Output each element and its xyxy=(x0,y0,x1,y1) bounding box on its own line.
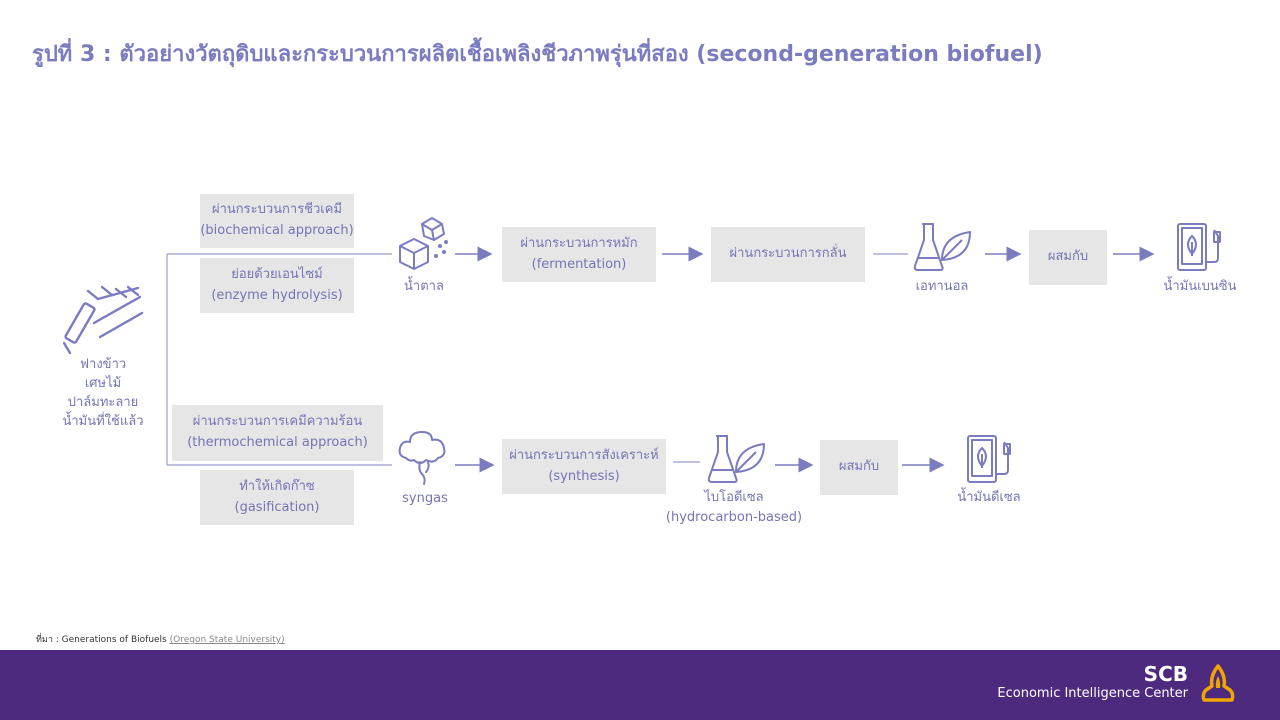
feedstock-icon xyxy=(58,283,148,359)
biodiesel-th: ไบโอดีเซล xyxy=(704,490,764,505)
diesel-label: น้ำมันดีเซล xyxy=(957,490,1021,505)
flask-leaf-icon-bottom xyxy=(706,434,768,488)
feedstock-used-oil: น้ำมันที่ใช้แล้ว xyxy=(62,413,144,429)
enzyme-hydrolysis-th: ย่อยด้วยเอนไซม์ xyxy=(231,266,323,282)
gasification-th: ทำให้เกิดก๊าซ xyxy=(239,478,315,494)
gasification-en: (gasification) xyxy=(234,499,320,515)
sugar-cube-icon xyxy=(396,216,452,274)
blend-box-top xyxy=(1029,230,1107,285)
gasoline-label: น้ำมันเบนซิน xyxy=(1163,279,1237,294)
footer-bar xyxy=(0,650,1280,720)
feedstock-wood-chips: เศษไม้ xyxy=(84,375,122,391)
feedstock-label xyxy=(58,356,148,431)
syngas-label: syngas xyxy=(402,491,448,506)
biochemical-approach-box xyxy=(200,194,354,248)
feedstock-palm-bunch: ปาล์มทะลาย xyxy=(67,394,139,410)
synthesis-box xyxy=(502,439,666,494)
biodiesel-en: (hydrocarbon-based) xyxy=(665,510,803,526)
thermochemical-approach-th: ผ่านกระบวนการเคมีความร้อน xyxy=(192,414,363,430)
source-link[interactable]: (Oregon State University) xyxy=(169,635,285,645)
sugar-label: น้ำตาล xyxy=(404,279,444,294)
fermentation-box xyxy=(502,227,656,282)
scb-logo-icon xyxy=(1200,664,1236,708)
thermochemical-approach-en: (thermochemical approach) xyxy=(187,435,368,450)
blend-box-bottom xyxy=(820,440,898,495)
source-prefix: ที่มา : Generations of Biofuels xyxy=(36,635,167,645)
cloud-smoke-icon xyxy=(396,428,450,490)
biochemical-approach-en: (biochemical approach) xyxy=(200,223,354,238)
footer-brand: SCB xyxy=(1143,662,1188,686)
blend-bottom-text: ผสมกับ xyxy=(838,459,880,475)
synthesis-th: ผ่านกระบวนการสังเคราะห์ xyxy=(509,447,659,463)
source-note xyxy=(36,632,285,646)
biochemical-approach-th: ผ่านกระบวนการชีวเคมี xyxy=(211,202,343,218)
fermentation-en: (fermentation) xyxy=(531,256,627,272)
biodiesel-label xyxy=(660,488,808,528)
enzyme-hydrolysis-en: (enzyme hydrolysis) xyxy=(211,287,343,303)
gasification-box xyxy=(200,470,354,525)
distillation-th: ผ่านกระบวนการกลั่น xyxy=(729,246,847,262)
page-title: รูปที่ 3 : ตัวอย่างวัตถุดิบและกระบวนการผลิตเชื้อเพลิงชีวภาพรุ่นที่สอง (second-generation biofuel) xyxy=(32,42,1043,67)
distillation-box xyxy=(711,227,865,282)
fuel-pump-icon-bottom xyxy=(964,434,1016,490)
fermentation-th: ผ่านกระบวนการหมัก xyxy=(520,235,638,251)
enzyme-hydrolysis-box xyxy=(200,258,354,313)
thermochemical-approach-box xyxy=(172,405,383,461)
blend-top-text: ผสมกับ xyxy=(1047,249,1089,265)
ethanol-label: เอทานอล xyxy=(915,279,969,294)
flask-leaf-icon xyxy=(912,222,974,276)
footer-center-name: Economic Intelligence Center xyxy=(997,686,1188,701)
synthesis-en: (synthesis) xyxy=(548,468,620,484)
fuel-pump-icon xyxy=(1174,222,1226,278)
feedstock-rice-straw: ฟางข้าว xyxy=(79,357,127,372)
